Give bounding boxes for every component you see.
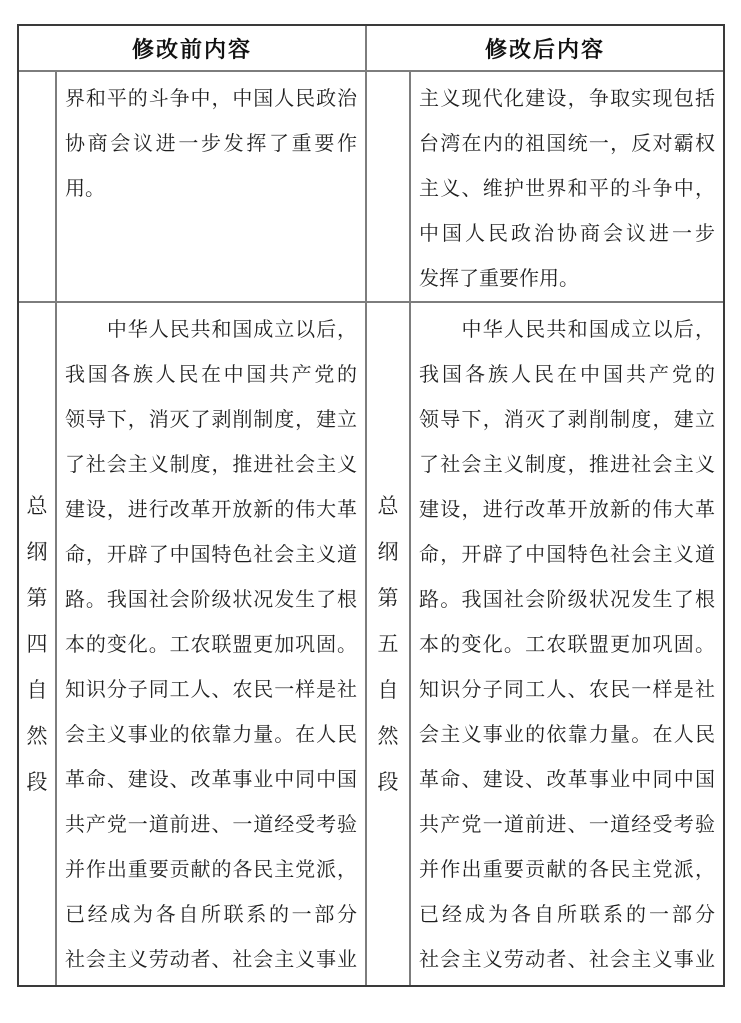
header-after-column	[367, 26, 723, 72]
section-label-char: 段	[26, 770, 48, 794]
row2-after-content-cell	[411, 303, 723, 985]
text-line: 并作出重要贡献的各民主党派，	[419, 859, 715, 881]
text-line: 命，开辟了中国特色社会主义道	[65, 544, 357, 566]
section-label-char: 自	[377, 678, 399, 702]
text-line: 中华人民共和国成立以后，	[419, 319, 715, 341]
section-label-char: 然	[377, 724, 399, 748]
text-line: 革命、建设、改革事业中同中国	[419, 769, 715, 791]
header-before-label: 修改前内容	[131, 36, 252, 62]
comparison-table	[17, 24, 725, 987]
header-before-column	[19, 26, 367, 72]
section-label-char: 自	[26, 678, 48, 702]
text-line: 革命、建设、改革事业中同中国	[65, 769, 357, 791]
text-line: 我国各族人民在中国共产党的	[419, 364, 715, 386]
text-line: 主义现代化建设，争取实现包括	[419, 88, 715, 110]
text-line: 领导下，消灭了剥削制度，建立	[65, 409, 357, 431]
text-line: 建设，进行改革开放新的伟大革	[419, 499, 715, 521]
text-line: 用。	[65, 178, 105, 200]
text-line: 会主义事业的依靠力量。在人民	[65, 724, 357, 746]
text-line: 路。我国社会阶级状况发生了根	[65, 589, 357, 611]
text-line: 会主义事业的依靠力量。在人民	[419, 724, 715, 746]
text-line: 并作出重要贡献的各民主党派，	[65, 859, 357, 881]
text-line: 领导下，消灭了剥削制度，建立	[419, 409, 715, 431]
row1-right-label-cell	[367, 72, 411, 303]
section-label-char: 纲	[26, 540, 48, 564]
text-line: 发挥了重要作用。	[419, 268, 579, 290]
row2-after-section-label	[367, 303, 411, 985]
row1-after-content-cell	[411, 72, 723, 303]
text-line: 中国人民政治协商会议进一步	[419, 223, 715, 245]
section-label-char: 纲	[377, 540, 399, 564]
section-label-char: 五	[377, 632, 399, 656]
text-line: 社会主义劳动者、社会主义事业	[419, 949, 715, 971]
row1-before-content-cell	[57, 72, 367, 303]
header-after-label: 修改后内容	[484, 36, 605, 62]
text-line: 共产党一道前进、一道经受考验	[65, 814, 357, 836]
section-label-char: 总	[26, 494, 48, 518]
row2-before-content-cell	[57, 303, 367, 985]
text-line: 命，开辟了中国特色社会主义道	[419, 544, 715, 566]
text-line: 已经成为各自所联系的一部分	[419, 904, 715, 926]
text-line: 知识分子同工人、农民一样是社	[419, 679, 715, 701]
text-line: 共产党一道前进、一道经受考验	[419, 814, 715, 836]
section-label-char: 第	[377, 586, 399, 610]
text-line: 了社会主义制度，推进社会主义	[65, 454, 357, 476]
row2-before-section-label	[19, 303, 57, 985]
section-label-char: 然	[26, 724, 48, 748]
text-line: 本的变化。工农联盟更加巩固。	[65, 634, 357, 656]
text-line: 已经成为各自所联系的一部分	[65, 904, 357, 926]
text-line: 社会主义劳动者、社会主义事业	[65, 949, 357, 971]
section-label-char: 四	[26, 632, 48, 656]
text-line: 中华人民共和国成立以后，	[65, 319, 357, 341]
text-line: 了社会主义制度，推进社会主义	[419, 454, 715, 476]
text-line: 界和平的斗争中，中国人民政治	[65, 88, 357, 110]
text-line: 台湾在内的祖国统一，反对霸权	[419, 133, 715, 155]
section-label-char: 第	[26, 586, 48, 610]
text-line: 主义、维护世界和平的斗争中，	[419, 178, 715, 200]
section-label-char: 段	[377, 770, 399, 794]
text-line: 知识分子同工人、农民一样是社	[65, 679, 357, 701]
text-line: 本的变化。工农联盟更加巩固。	[419, 634, 715, 656]
text-line: 协商会议进一步发挥了重要作	[65, 133, 357, 155]
text-line: 建设，进行改革开放新的伟大革	[65, 499, 357, 521]
text-line: 路。我国社会阶级状况发生了根	[419, 589, 715, 611]
text-line: 我国各族人民在中国共产党的	[65, 364, 357, 386]
row1-left-label-cell	[19, 72, 57, 303]
section-label-char: 总	[377, 494, 399, 518]
